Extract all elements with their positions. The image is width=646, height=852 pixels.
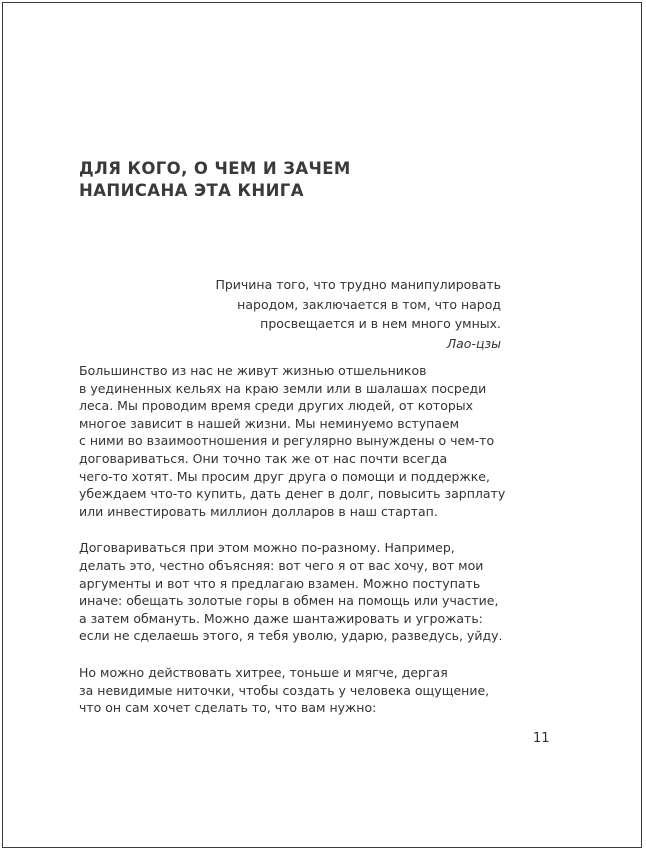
text-line: с ними во взаимоотношения и регулярно вынуждены о чем-то (79, 433, 495, 449)
text-line: чего-то хотят. Мы просим друг друга о помощи и поддержке, (79, 468, 490, 484)
epigraph-line: народом, заключается в том, что народ (237, 296, 501, 312)
text-line: Но можно действовать хитрее, тоньше и мягче, дергая (79, 664, 448, 680)
epigraph-line: Причина того, что трудно манипулировать (215, 277, 501, 292)
text-line: что он сам хочет сделать то, что вам нужно: (79, 700, 377, 716)
paragraph (79, 539, 505, 645)
text-line: если не сделаешь этого, я тебя уволю, ударю, разведусь, уйду. (79, 628, 503, 644)
chapter-title (79, 158, 351, 202)
text-line: убеждаем что-то купить, дать денег в долг, повысить зарплату (79, 486, 506, 502)
text-line: аргументы и вот что я предлагаю взамен. Можно поступать (79, 575, 481, 591)
epigraph-author: Лао-цзы (446, 335, 501, 351)
text-line: иначе: обещать золотые горы в обмен на помощь или участие, (79, 593, 499, 609)
page-number: 11 (533, 731, 550, 746)
text-line: договариваться. Они точно так же от нас почти всегда (79, 450, 448, 466)
body-text (79, 362, 505, 736)
text-line: или инвестировать миллион долларов в наш стартап. (79, 503, 438, 519)
text-line: в уединенных кельях на краю земли или в шалашах посреди (79, 380, 487, 396)
text-line: а затем обмануть. Можно даже шантажировать и угрожать: (79, 610, 483, 626)
text-line: леса. Мы проводим время среди других людей, от которых (79, 398, 474, 414)
chapter-title-line: ДЛЯ КОГО, О ЧЕМ И ЗАЧЕМ (79, 159, 351, 178)
text-line: Большинство из нас не живут жизнью отшельников (79, 363, 427, 378)
paragraph (79, 362, 505, 520)
text-line: делать это, честно объясняя: вот чего я от вас хочу, вот мои (79, 557, 484, 573)
text-line: Договариваться при этом можно по-разному. Например, (79, 540, 455, 556)
text-line: за невидимые ниточки, чтобы создать у человека ощущение, (79, 682, 490, 698)
epigraph (215, 275, 501, 353)
epigraph-line: просвещается и в нем много умных. (260, 316, 501, 331)
book-page (2, 2, 642, 848)
paragraph (79, 664, 505, 717)
chapter-title-line: НАПИСАНА ЭТА КНИГА (79, 181, 304, 200)
text-line: многое зависит в нашей жизни. Мы неминуемо вступаем (79, 415, 460, 431)
